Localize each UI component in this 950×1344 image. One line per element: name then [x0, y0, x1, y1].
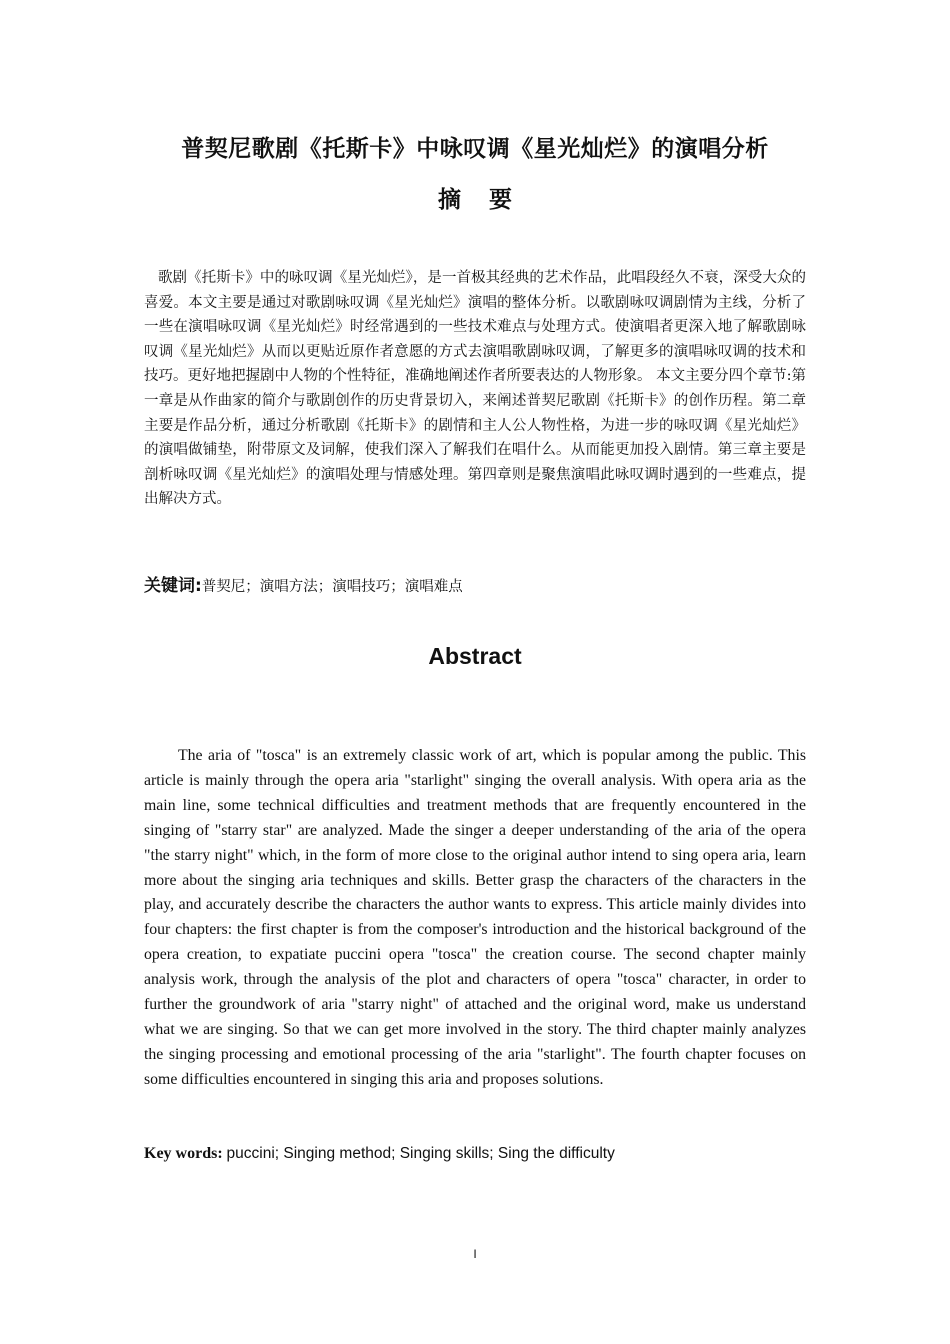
keywords-en: [144, 1142, 806, 1166]
document-title: 普契尼歌剧《托斯卡》中咏叹调《星光灿烂》的演唱分析: [181, 136, 769, 162]
keywords-cn: [144, 574, 806, 599]
abstract-body-cn: 歌剧《托斯卡》中的咏叹调《星光灿烂》，是一首极其经典的艺术作品，此唱段经久不衰，深受大众的喜爱。本文主要是通过对歌剧咏叹调《星光灿烂》演唱的整体分析。以歌剧咏叹调剧情为主线，分析了一些在演唱咏叹调《星光灿烂》时经常遇到的一些技术难点与处理方式。使演唱者更深入地了解歌剧咏叹调《星光灿烂》从而以更贴近原作者意愿的方式去演唱歌剧咏叹调，了解更多的演唱咏叹调的技术和技巧。更好地把握剧中人物的个性特征，准确地阐述作者所要表达的人物形象。 本文主要分四个章节:第一章是从作曲家的简介与歌剧创作的历史背景切入，来阐述普契尼歌剧《托斯卡》的创作历程。第二章主要是作品分析，通过分析歌剧《托斯卡》的剧情和主人公人物性格，为进一步的咏叹调《星光灿烂》的演唱做铺垫，附带原文及词解，使我们深入了解我们在唱什么。从而能更加投入剧情。第三章主要是剖析咏叹调《星光灿烂》的演唱处理与情感处理。第四章则是聚焦演唱此咏叹调时遇到的一些难点，提出解决方式。: [144, 270, 806, 508]
page-number: I: [473, 1247, 477, 1261]
abstract-heading-en: Abstract: [428, 643, 522, 669]
keywords-cn-label: 关键词:: [144, 576, 202, 596]
abstract-heading-cn: 摘 要: [437, 187, 522, 213]
keywords-cn-values: 普契尼；演唱方法；演唱技巧；演唱难点: [201, 579, 463, 595]
abstract-body-en: The aria of "tosca" is an extremely classic work of art, which is popular among the public. This article is mainly through the opera aria "starlight" singing the overall analysis. With opera aria as the main line, some technical difficulties and treatment methods that are frequently encountered in the singing of "starry star" are analyzed. Made the singer a deeper understanding of the aria of the opera "the starry night" which, in the form of more close to the original author intend to sing opera aria, learn more about the singing aria techniques and skills. Better grasp the characters of the characters in the play, and accurately describe the characters the author wants to express. This article mainly divides into four chapters: the first chapter is from the composer's introduction and the historical background of the opera creation, to expatiate puccini opera "tosca" the creation course. The second chapter mainly analysis work, through the analysis of the plot and characters of opera "tosca" character, in order to further the groundwork of aria "starry night" of attached and the original word, make us understand what we are singing. So that we can get more involved in the story. The third chapter mainly analyzes the singing processing and emotional processing of the aria "starlight". The fourth chapter focuses on some difficulties encountered in singing this aria and proposes solutions.: [144, 747, 806, 1088]
keywords-en-label: Key words:: [144, 1145, 223, 1162]
keywords-en-values: puccini; Singing method; Singing skills; Sing the difficulty: [226, 1145, 615, 1162]
